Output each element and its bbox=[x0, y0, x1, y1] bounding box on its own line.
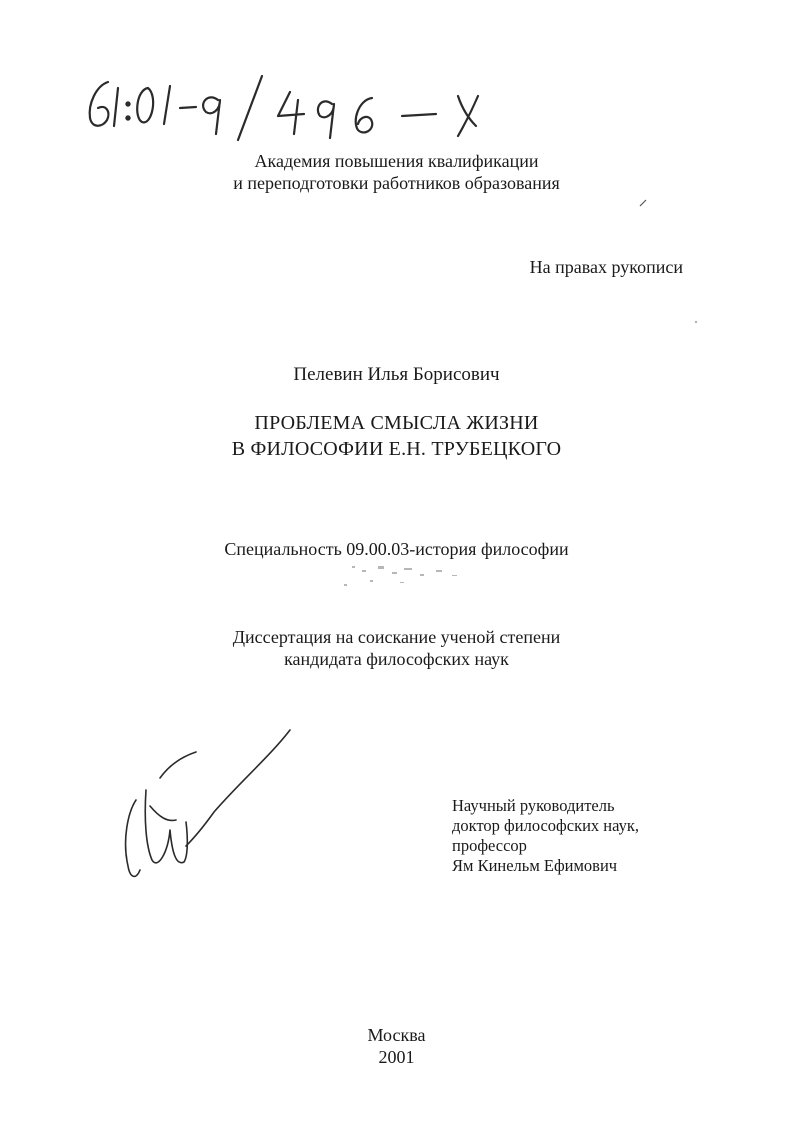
degree-line-2: кандидата философских наук bbox=[284, 649, 509, 669]
place-year bbox=[0, 1024, 793, 1068]
supervisor-name: Ям Кинельм Ефимович bbox=[452, 856, 618, 875]
author-name: Пелевин Илья Борисович bbox=[293, 364, 500, 385]
institution-line-2: и переподготовки работников образования bbox=[233, 173, 560, 193]
city: Москва bbox=[367, 1025, 426, 1045]
supervisor-block bbox=[452, 796, 639, 876]
supervisor-degree: доктор философских наук, bbox=[452, 816, 639, 835]
degree-line-1: Диссертация на соискание ученой степени bbox=[232, 627, 561, 647]
supervisor-role: Научный руководитель bbox=[452, 796, 615, 815]
institution-line-1: Академия повышения квалификации bbox=[254, 151, 539, 171]
title-line-2: В ФИЛОСОФИИ Е.Н. ТРУБЕЦКОГО bbox=[231, 438, 562, 460]
specialty: Специальность 09.00.03-история философии bbox=[224, 539, 569, 559]
supervisor-rank: профессор bbox=[452, 836, 527, 855]
year: 2001 bbox=[378, 1047, 415, 1067]
title-line-1: ПРОБЛЕМА СМЫСЛА ЖИЗНИ bbox=[254, 412, 539, 434]
manuscript-note: На правах рукописи bbox=[529, 257, 683, 277]
